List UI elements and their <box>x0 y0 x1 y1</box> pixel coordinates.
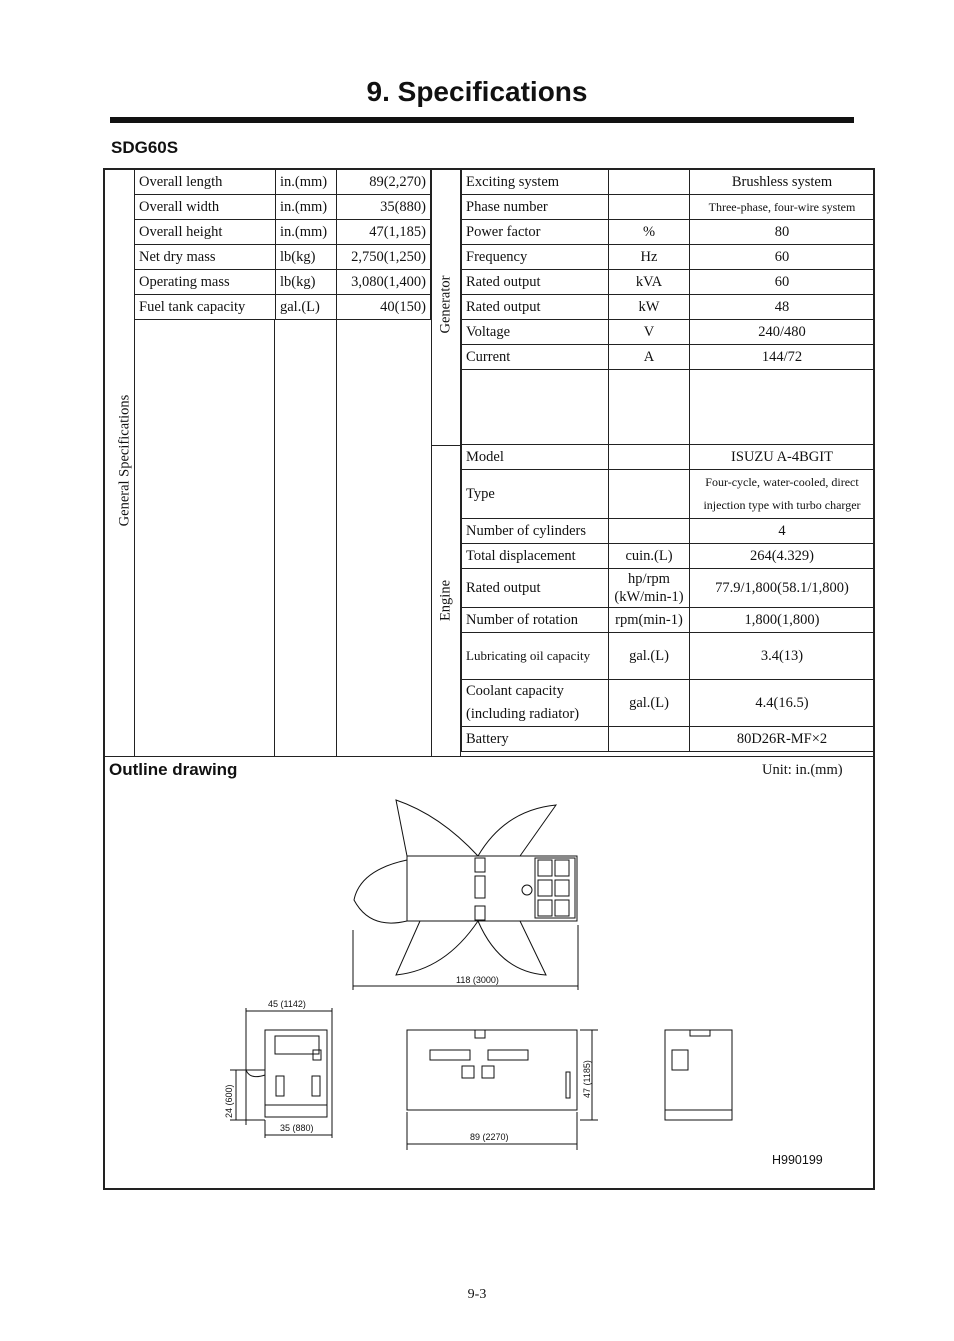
spec-item: Power factor <box>462 220 609 245</box>
spec-item: Overall length <box>135 170 276 195</box>
spec-item: Frequency <box>462 245 609 270</box>
front-view-display <box>275 1036 319 1054</box>
spec-unit: in.(mm) <box>276 220 337 245</box>
door-swing-arc <box>478 921 546 975</box>
spec-item: Overall width <box>135 195 276 220</box>
spec-value: ISUZU A-4BGIT <box>690 445 875 470</box>
spec-value: 35(880) <box>337 195 431 220</box>
spec-value: 240/480 <box>690 320 875 345</box>
spec-item: Lubricating oil capacity <box>462 633 609 680</box>
spec-value: 48 <box>690 295 875 320</box>
door-swing-arc <box>478 805 556 856</box>
spec-unit: A <box>609 345 690 370</box>
dimension-label: 89 (2270) <box>470 1132 509 1142</box>
spec-value: Four-cycle, water-cooled, direct injection type with turbo charger <box>690 470 875 519</box>
spec-item: Voltage <box>462 320 609 345</box>
spec-item: Overall height <box>135 220 276 245</box>
spec-unit: gal.(L) <box>276 295 337 320</box>
spec-item: Fuel tank capacity <box>135 295 276 320</box>
spec-value: Brushless system <box>690 170 875 195</box>
spec-unit: in.(mm) <box>276 195 337 220</box>
general-specifications-label: General Specifications <box>116 394 133 527</box>
spec-unit: Hz <box>609 245 690 270</box>
spec-item: Rated output <box>462 270 609 295</box>
spec-item: Number of rotation <box>462 608 609 633</box>
spec-item: Net dry mass <box>135 245 276 270</box>
outline-title: Outline drawing <box>109 760 238 779</box>
spec-unit: rpm(min-1) <box>609 608 690 633</box>
spec-unit: cuin.(L) <box>609 544 690 569</box>
dimension-label: 118 (3000) <box>456 975 499 985</box>
spec-value: 80D26R-MF×2 <box>690 727 875 752</box>
dimension-label: 35 (880) <box>280 1123 314 1133</box>
page-title: 9. Specifications <box>366 76 588 107</box>
spec-unit: lb(kg) <box>276 270 337 295</box>
spec-unit: gal.(L) <box>609 680 690 727</box>
spec-unit: kW <box>609 295 690 320</box>
spec-value: 89(2,270) <box>337 170 431 195</box>
spec-value: 1,800(1,800) <box>690 608 875 633</box>
spec-item: Battery <box>462 727 609 752</box>
spec-value: Three-phase, four-wire system <box>690 195 875 220</box>
unit-label: Unit: in.(mm) <box>762 762 843 778</box>
spec-unit: V <box>609 320 690 345</box>
spec-unit: in.(mm) <box>276 170 337 195</box>
engine-label: Engine <box>437 579 454 622</box>
page-number: 9-3 <box>467 1287 487 1302</box>
spec-value: 3,080(1,400) <box>337 270 431 295</box>
spec-item: Operating mass <box>135 270 276 295</box>
spec-value: 264(4.329) <box>690 544 875 569</box>
dimension-label: 47 (1185) <box>582 1060 592 1098</box>
spec-item: Type <box>462 470 609 519</box>
spec-unit: % <box>609 220 690 245</box>
door-swing-arc <box>396 800 478 856</box>
spec-value: 144/72 <box>690 345 875 370</box>
spec-unit: gal.(L) <box>609 633 690 680</box>
front-view-body <box>265 1030 327 1105</box>
spec-unit: lb(kg) <box>276 245 337 270</box>
spec-unit: kVA <box>609 270 690 295</box>
spec-unit: hp/rpm (kW/min-1) <box>609 569 690 608</box>
spec-item: Phase number <box>462 195 609 220</box>
spec-value: 40(150) <box>337 295 431 320</box>
model-title: SDG60S <box>111 138 179 157</box>
door-swing-arc <box>396 921 478 975</box>
spec-value: 60 <box>690 270 875 295</box>
spec-item: Total displacement <box>462 544 609 569</box>
side-view-body <box>407 1030 577 1110</box>
dimension-label: 24 (600) <box>224 1084 234 1118</box>
spec-value: 4.4(16.5) <box>690 680 875 727</box>
drawing-code: H990199 <box>772 1153 823 1167</box>
spec-item: Exciting system <box>462 170 609 195</box>
spec-item: Number of cylinders <box>462 519 609 544</box>
door-swing-arc <box>354 860 407 923</box>
spec-value: 60 <box>690 245 875 270</box>
spec-value: 77.9/1,800(58.1/1,800) <box>690 569 875 608</box>
generator-label: Generator <box>437 275 454 334</box>
spec-value: 3.4(13) <box>690 633 875 680</box>
spec-value: 47(1,185) <box>337 220 431 245</box>
spec-item: Current <box>462 345 609 370</box>
spec-item: Rated output <box>462 295 609 320</box>
spec-value: 4 <box>690 519 875 544</box>
spec-item: Rated output <box>462 569 609 608</box>
spec-value: 80 <box>690 220 875 245</box>
spec-item: Model <box>462 445 609 470</box>
dimension-label: 45 (1142) <box>268 999 306 1009</box>
spec-value: 2,750(1,250) <box>337 245 431 270</box>
spec-item: Coolant capacity (including radiator) <box>462 680 609 727</box>
